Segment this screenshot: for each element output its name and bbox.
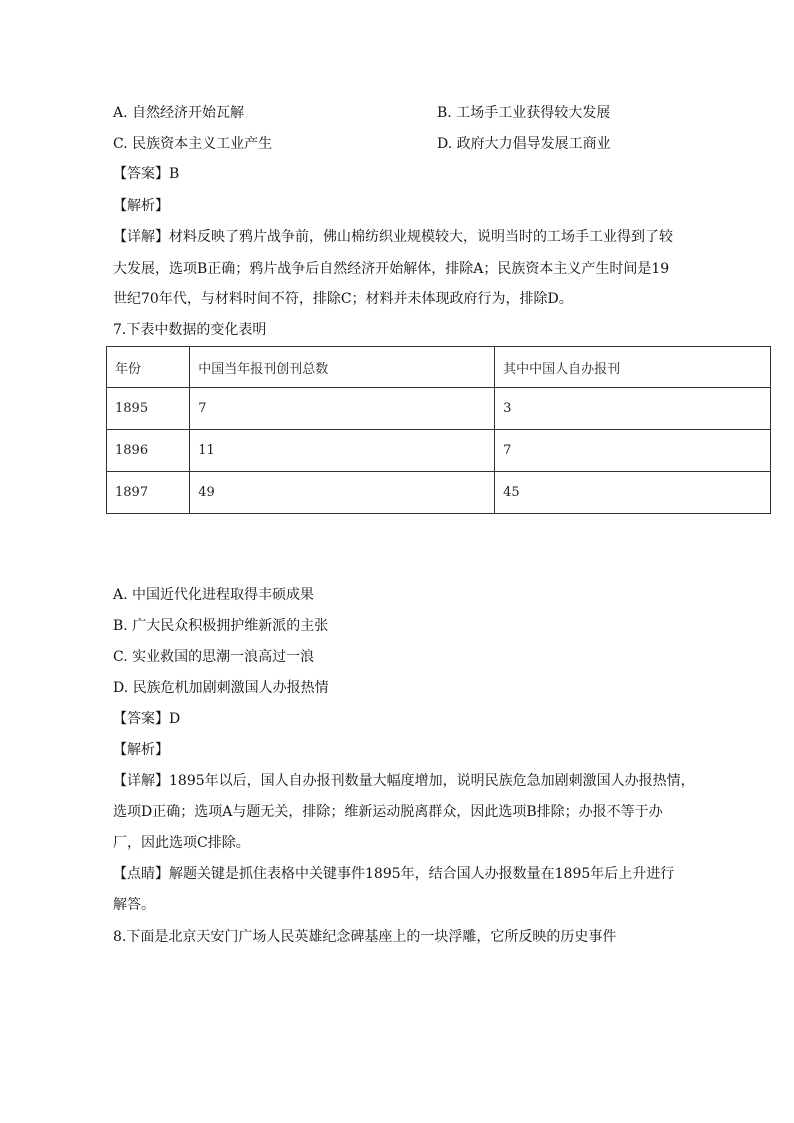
table-cell-chinese-run: 45 (495, 472, 771, 514)
table-row (107, 430, 771, 472)
table-header-row (107, 347, 771, 388)
table-cell-total: 7 (190, 388, 495, 430)
q6-option-a: A. 自然经济开始瓦解 (113, 105, 245, 121)
table-cell-year: 1896 (107, 430, 190, 472)
q7-detail-line-3: 厂，因此选项C排除。 (113, 835, 250, 851)
q6-analysis-label: 【解析】 (113, 198, 169, 214)
table-header-year: 年份 (107, 347, 190, 388)
q6-option-row-2 (113, 134, 733, 154)
q6-option-d: D. 政府大力倡导发展工商业 (437, 136, 611, 152)
q7-data-table (106, 346, 771, 514)
q6-option-c: C. 民族资本主义工业产生 (113, 136, 273, 152)
table-cell-year: 1895 (107, 388, 190, 430)
q6-detail-line-3: 世纪70年代，与材料时间不符，排除C；材料并未体现政府行为，排除D。 (113, 291, 573, 307)
q7-detail-line-1: 【详解】1895年以后，国人自办报刊数量大幅度增加，说明民族危急加剧刺激国人办报热情， (113, 773, 695, 789)
table-cell-total: 49 (190, 472, 495, 514)
q7-stem: 7.下表中数据的变化表明 (113, 322, 267, 338)
table-header-total: 中国当年报刊创刊总数 (190, 347, 495, 388)
q7-answer: 【答案】D (113, 711, 181, 727)
q7-option-c: C. 实业救国的思潮一浪高过一浪 (113, 649, 315, 665)
q6-detail-line-2: 大发展，选项B正确；鸦片战争后自然经济开始解体，排除A；民族资本主义产生时间是19 (113, 261, 670, 277)
q7-option-d: D. 民族危机加剧刺激国人办报热情 (113, 680, 329, 696)
q7-tip-line-2: 解答。 (113, 897, 155, 913)
table-header-chinese-run: 其中中国人自办报刊 (495, 347, 771, 388)
q7-tip-line-1: 【点睛】解题关键是抓住表格中关键事件1895年，结合国人办报数量在1895年后上升进行 (113, 866, 675, 882)
table-cell-chinese-run: 3 (495, 388, 771, 430)
table-row (107, 388, 771, 430)
table-row (107, 472, 771, 514)
q6-option-row-1 (113, 103, 733, 123)
table-cell-chinese-run: 7 (495, 430, 771, 472)
q7-analysis-label: 【解析】 (113, 742, 169, 758)
q7-option-a: A. 中国近代化进程取得丰硕成果 (113, 587, 315, 603)
table-cell-total: 11 (190, 430, 495, 472)
q6-option-b: B. 工场手工业获得较大发展 (437, 105, 611, 121)
q6-detail-line-1: 【详解】材料反映了鸦片战争前，佛山棉纺织业规模较大，说明当时的工场手工业得到了较 (113, 229, 673, 245)
q7-detail-line-2: 选项D正确；选项A与题无关，排除；维新运动脱离群众，因此选项B排除；办报不等于办 (113, 804, 663, 820)
q8-stem: 8.下面是北京天安门广场人民英雄纪念碑基座上的一块浮雕，它所反映的历史事件 (113, 929, 617, 945)
table-cell-year: 1897 (107, 472, 190, 514)
q6-answer: 【答案】B (113, 166, 180, 182)
q7-option-b: B. 广大民众积极拥护维新派的主张 (113, 618, 329, 634)
